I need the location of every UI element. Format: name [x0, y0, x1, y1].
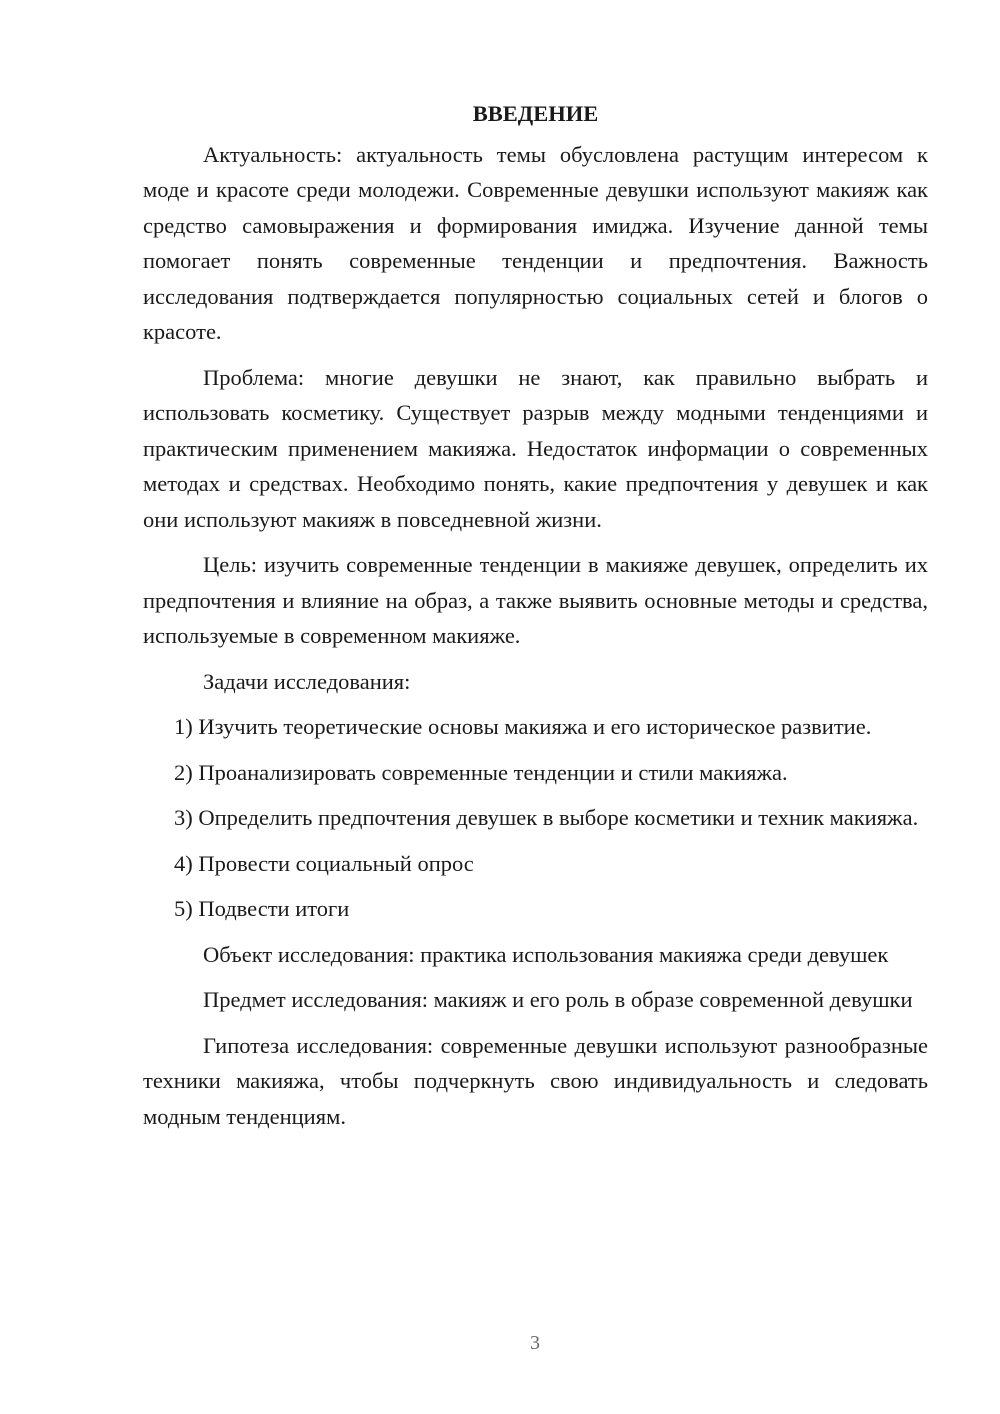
object-paragraph: Объект исследования: практика использования макияжа среди девушек: [203, 941, 889, 967]
task-item: 5) Подвести итоги: [174, 896, 350, 921]
document-page: [143, 96, 928, 1134]
page-title: ВВЕДЕНИЕ: [472, 101, 599, 126]
page-number: 3: [530, 1332, 540, 1354]
task-item: 2) Проанализировать современные тенденции и стили макияжа.: [174, 759, 788, 785]
task-item: 3) Определить предпочтения девушек в выборе косметики и техник макияжа.: [174, 805, 919, 830]
goal-paragraph: Цель: изучить современные тенденции в макияже девушек, определить их предпочтения и влияние на образ, а также выявить основные методы и средства, используемые в современном макияже.: [143, 552, 928, 648]
relevance-paragraph: Актуальность: актуальность темы обусловлена растущим интересом к моде и красоте среди молодежи. Современные девушки используют макияж как средство самовыражения и формирования имиджа. Изучение данной темы помогает понять современные тенденции и предпочтения. Важность исследования подтверждается популярностью социальных сетей и блогов о красоте.: [143, 141, 928, 344]
hypothesis-paragraph: Гипотеза исследования: современные девушки используют разнообразные техники макияжа, чтобы подчеркнуть свою индивидуальность и следовать модным тенденциям.: [143, 1032, 928, 1129]
problem-paragraph: Проблема: многие девушки не знают, как правильно выбрать и использовать косметику. Существует разрыв между модными тенденциями и практическим применением макияжа. Недостаток информации о современных методах и средствах. Необходимо понять, какие предпочтения у девушек и как они используют макияж в повседневной жизни.: [143, 364, 928, 532]
task-item: 1) Изучить теоретические основы макияжа и его историческое развитие.: [174, 714, 872, 739]
tasks-heading: Задачи исследования:: [203, 668, 411, 694]
task-item: 4) Провести социальный опрос: [174, 850, 474, 876]
subject-paragraph: Предмет исследования: макияж и его роль в образе современной девушки: [203, 987, 913, 1012]
